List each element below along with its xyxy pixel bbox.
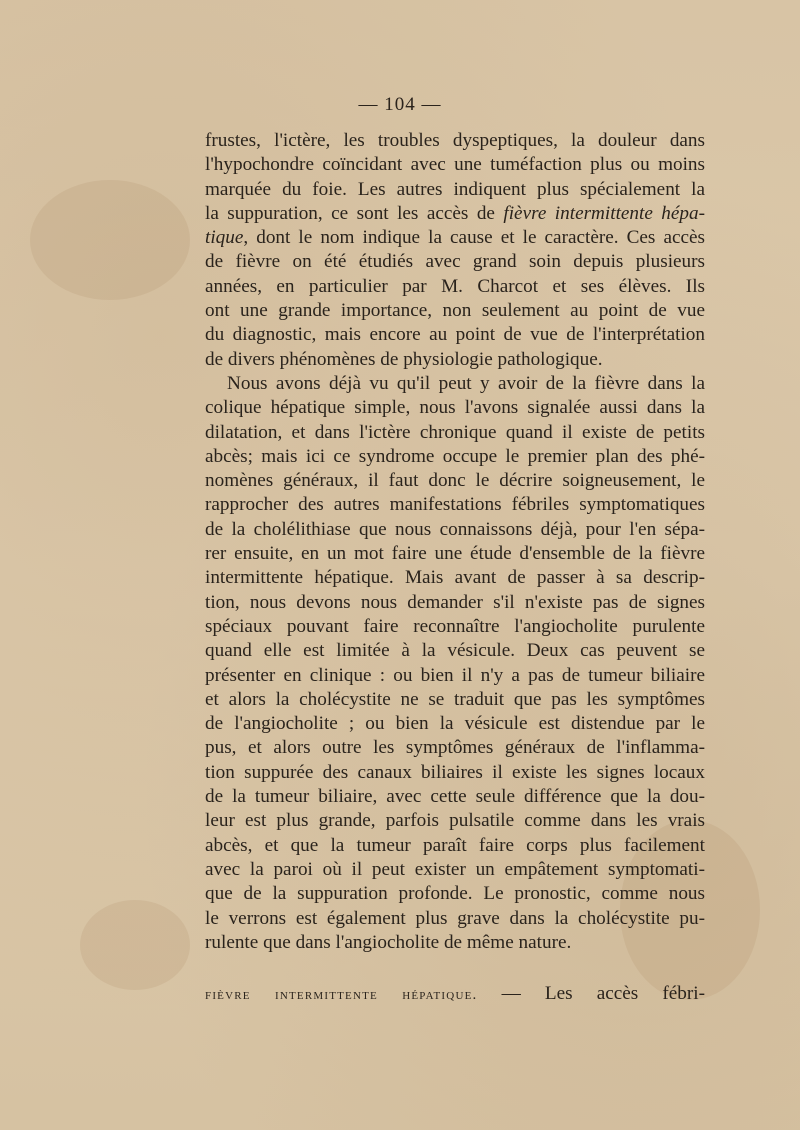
text-line: abcès; mais ici ce syndrome occupe le premier plan des phé- [205,445,705,467]
paper-stain [30,180,190,300]
text-line: rapprocher des autres manifestations fébriles symptomatiques [205,494,705,516]
text-line: de divers phénomènes de physiologie pathologique. [205,348,603,370]
text-line: années, en particulier par M. Charcot et ses élèves. Ils [205,275,705,297]
text-line: de l'angiocholite ; ou bien la vésicule est distendue par le [205,713,705,735]
text-line: et alors la cholécystite ne se traduit que pas les symptômes [205,688,705,710]
text-line: ont une grande importance, non seulement au point de vue [205,300,705,322]
text-line [205,202,705,226]
text-line: nomènes généraux, il faut donc le décrire soigneusement, le [205,470,705,492]
text-line: frustes, l'ictère, les troubles dyspeptiques, la douleur dans [205,130,705,151]
text-line: de la tumeur biliaire, avec cette seule différence que la dou- [205,786,705,808]
text-line: de la cholélithiase que nous connaissons déjà, pour l'en sépa- [205,518,705,540]
text-line: spéciaux pouvant faire reconnaître l'angiocholite purulente [205,615,705,637]
text-line [205,226,705,250]
text-line: dilatation, et dans l'ictère chronique quand il existe de petits [205,421,705,443]
text-line: présenter en clinique : ou bien il n'y a pas de tumeur biliaire [205,664,705,686]
text-line: avec la paroi où il peut exister un empâtement symptomati- [205,858,705,880]
section-heading-line [205,982,705,1006]
text-line: du diagnostic, mais encore au point de vue de l'interprétation [205,324,705,346]
heading-continuation: — Les accès fébri- [501,983,705,1005]
paragraph-start-line: Nous avons déjà vu qu'il peut y avoir de la fièvre dans la [227,372,705,394]
body-text [205,129,705,1006]
text-line: pus, et alors outre les symptômes généraux de l'inflamma- [205,737,705,759]
page-number: — 104 — [358,94,442,115]
text-line: quand elle est limitée à la vésicule. Deux cas peuvent se [205,640,705,662]
text-line: colique hépatique simple, nous l'avons signalée aussi dans la [205,397,705,419]
text-fragment: la suppuration, ce sont les accès de [205,202,504,224]
text-line: que de la suppuration profonde. Le pronostic, comme nous [205,883,705,905]
text-line: l'hypochondre coïncidant avec une tuméfaction plus ou moins [205,154,705,176]
text-line: marquée du foie. Les autres indiquent plus spécialement la [205,178,705,200]
italic-term: fièvre intermittente hépa- [503,202,705,224]
text-line: abcès, et que la tumeur paraît faire corps plus facilement [205,834,705,856]
text-line: tion, nous devons nous demander s'il n'existe pas de signes [205,591,705,613]
section-heading: fièvre intermittente hépatique. [205,987,478,1004]
paper-stain [80,900,190,990]
italic-term: tique [205,227,244,249]
text-line: rulente que dans l'angiocholite de même nature. [205,931,572,953]
text-fragment: , dont le nom indique la cause et le caractère. Ces accès [243,227,705,249]
text-line: intermittente hépatique. Mais avant de passer à sa descrip- [205,567,705,589]
text-line: leur est plus grande, parfois pulsatile comme dans les vrais [205,810,705,832]
text-line: de fièvre on été étudiés avec grand soin depuis plusieurs [205,251,705,273]
text-line: le verrons est également plus grave dans la cholécystite pu- [205,907,705,929]
text-line: rer ensuite, en un mot faire une étude d'ensemble de la fièvre [205,543,705,565]
text-line: tion suppurée des canaux biliaires il existe les signes locaux [205,761,705,783]
